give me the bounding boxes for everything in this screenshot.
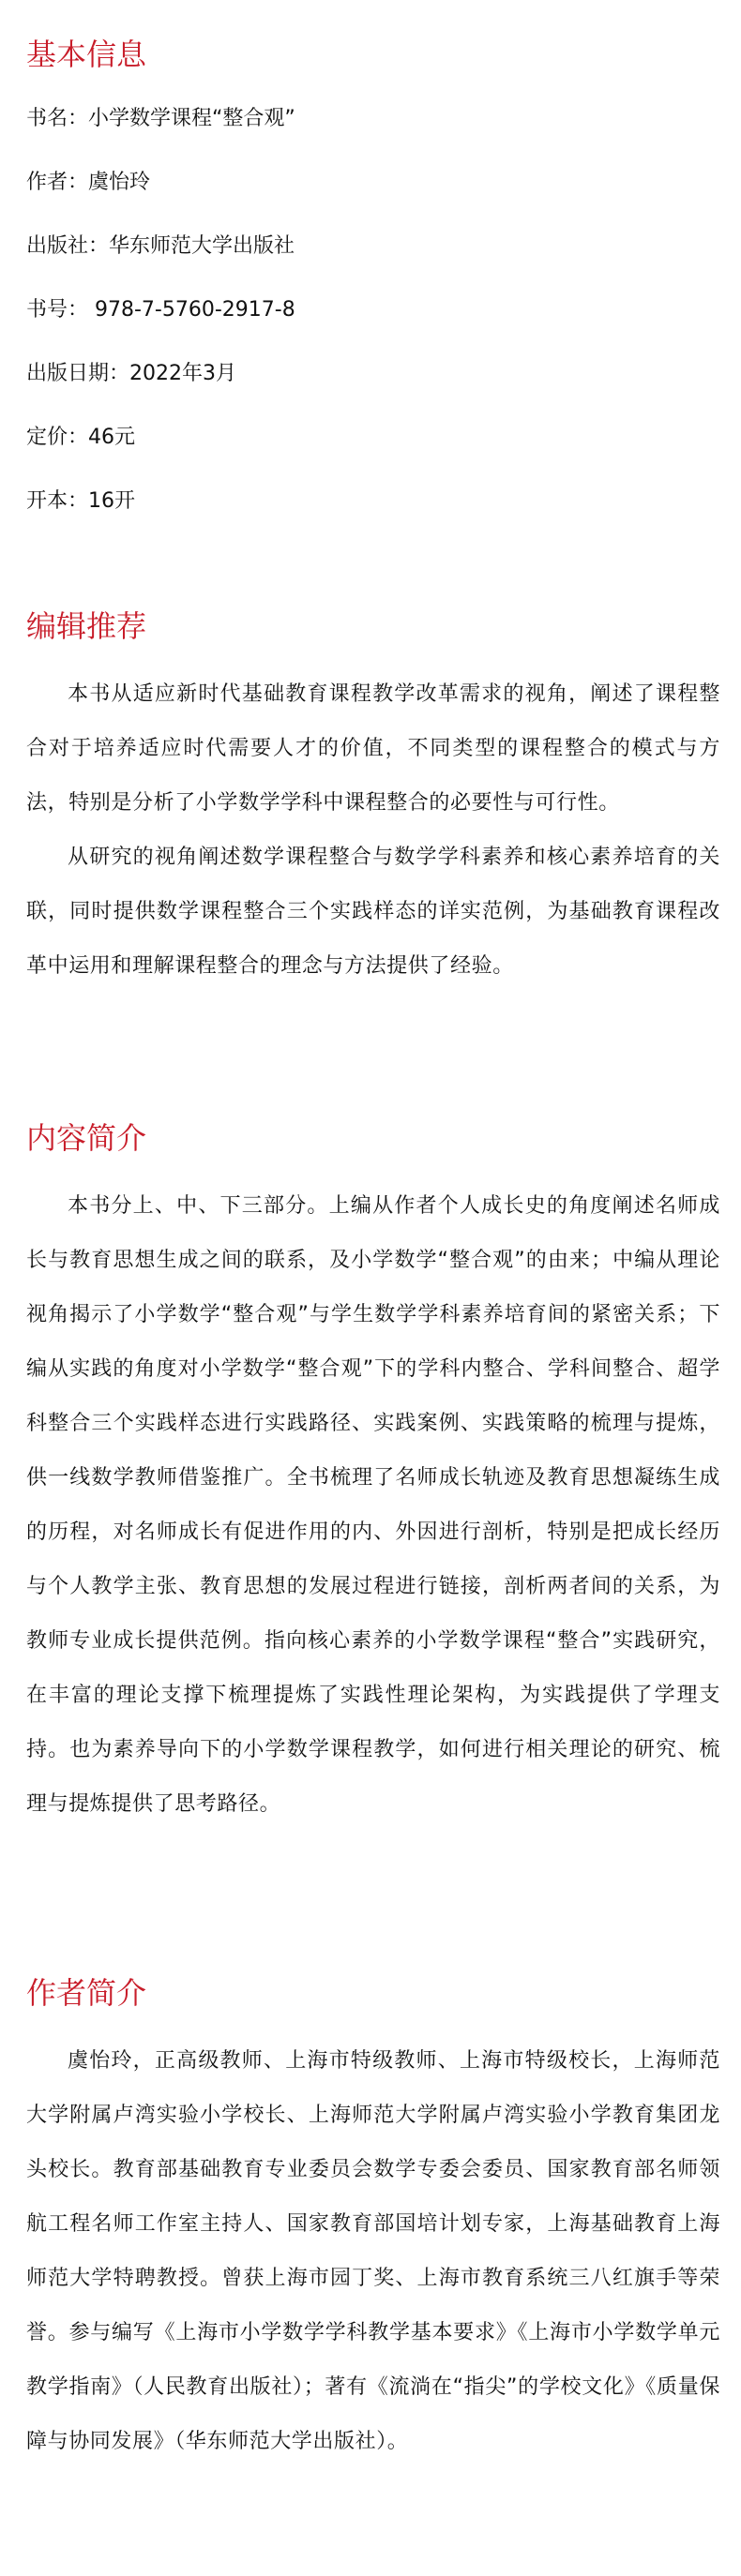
author-intro-heading: 作者简介 <box>26 1975 147 2011</box>
info-price: 定价：46元 <box>26 426 135 449</box>
author-intro-paragraph: 虞怡玲，正高级教师、上海市特级教师、上海市特级校长，上海师范大学附属卢湾实验小学校长、上海师范大学附属卢湾实验小学教育集团龙头校长。教育部基础教育专业委员会数学专委会委员、国家教育部名师领航工程名师工作室主持人、国家教育部国培计划专家，上海基础教育上海师范大学特聘教授。曾获上海市园丁奖、上海市教育系统三八红旗手等荣誉。参与编写《上海市小学数学学科教学基本要求》《上海市小学数学单元教学指南》（人民教育出版社）；著有《流淌在“指尖”的学校文化》《质量保障与协同发展》（华东师范大学出版社）。 <box>26 2049 720 2453</box>
content-intro-heading: 内容简介 <box>26 1120 147 1156</box>
editor-recommend-section <box>26 607 720 645</box>
editor-recommend-paragraph-1: 本书从适应新时代基础教育课程教学改革需求的视角，阐述了课程整合对于培养适应时代需要人才的价值，不同类型的课程整合的模式与方法，特别是分析了小学数学学科中课程整合的必要性与可行性。 <box>26 682 720 815</box>
content-intro-paragraph: 本书分上、中、下三部分。上编从作者个人成长史的角度阐述名师成长与教育思想生成之间的联系，及小学数学“整合观”的由来；中编从理论视角揭示了小学数学“整合观”与学生数学学科素养培育间的紧密关系；下编从实践的角度对小学数学“整合观”下的学科内整合、学科间整合、超学科整合三个实践样态进行实践路径、实践案例、实践策略的梳理与提炼，供一线数学教师借鉴推广。全书梳理了名师成长轨迹及教育思想凝练生成的历程，对名师成长有促进作用的内、外因进行剖析，特别是把成长经历与个人教学主张、教育思想的发展过程进行链接，剖析两者间的关系，为教师专业成长提供范例。指向核心素养的小学数学课程“整合”实践研究，在丰富的理论支撑下梳理提炼了实践性理论架构，为实践提供了学理支持。也为素养导向下的小学数学课程教学，如何进行相关理论的研究、梳理与提炼提供了思考路径。 <box>26 1194 720 1816</box>
info-title: 书名：小学数学课程“整合观” <box>26 107 295 130</box>
basic-info-section <box>26 36 720 73</box>
editor-recommend-heading: 编辑推荐 <box>26 608 147 644</box>
editor-recommend-body <box>26 667 720 994</box>
info-isbn: 书号： 978-7-5760-2917-8 <box>26 298 295 322</box>
info-author: 作者：虞怡玲 <box>26 171 151 194</box>
editor-recommend-paragraph-2: 从研究的视角阐述数学课程整合与数学学科素养和核心素养培育的关联，同时提供数学课程整合三个实践样态的详实范例，为基础教育课程改革中运用和理解课程整合的理念与方法提供了经验。 <box>26 846 720 978</box>
content-intro-section <box>26 1119 720 1157</box>
basic-info-heading: 基本信息 <box>26 37 147 72</box>
info-publish-date: 出版日期：2022年3月 <box>26 362 236 385</box>
author-intro-section <box>26 1974 720 2012</box>
info-format: 开本：16开 <box>26 489 135 513</box>
author-intro-body <box>26 2034 720 2469</box>
content-intro-body <box>26 1179 720 1832</box>
info-publisher: 出版社：华东师范大学出版社 <box>26 234 295 258</box>
